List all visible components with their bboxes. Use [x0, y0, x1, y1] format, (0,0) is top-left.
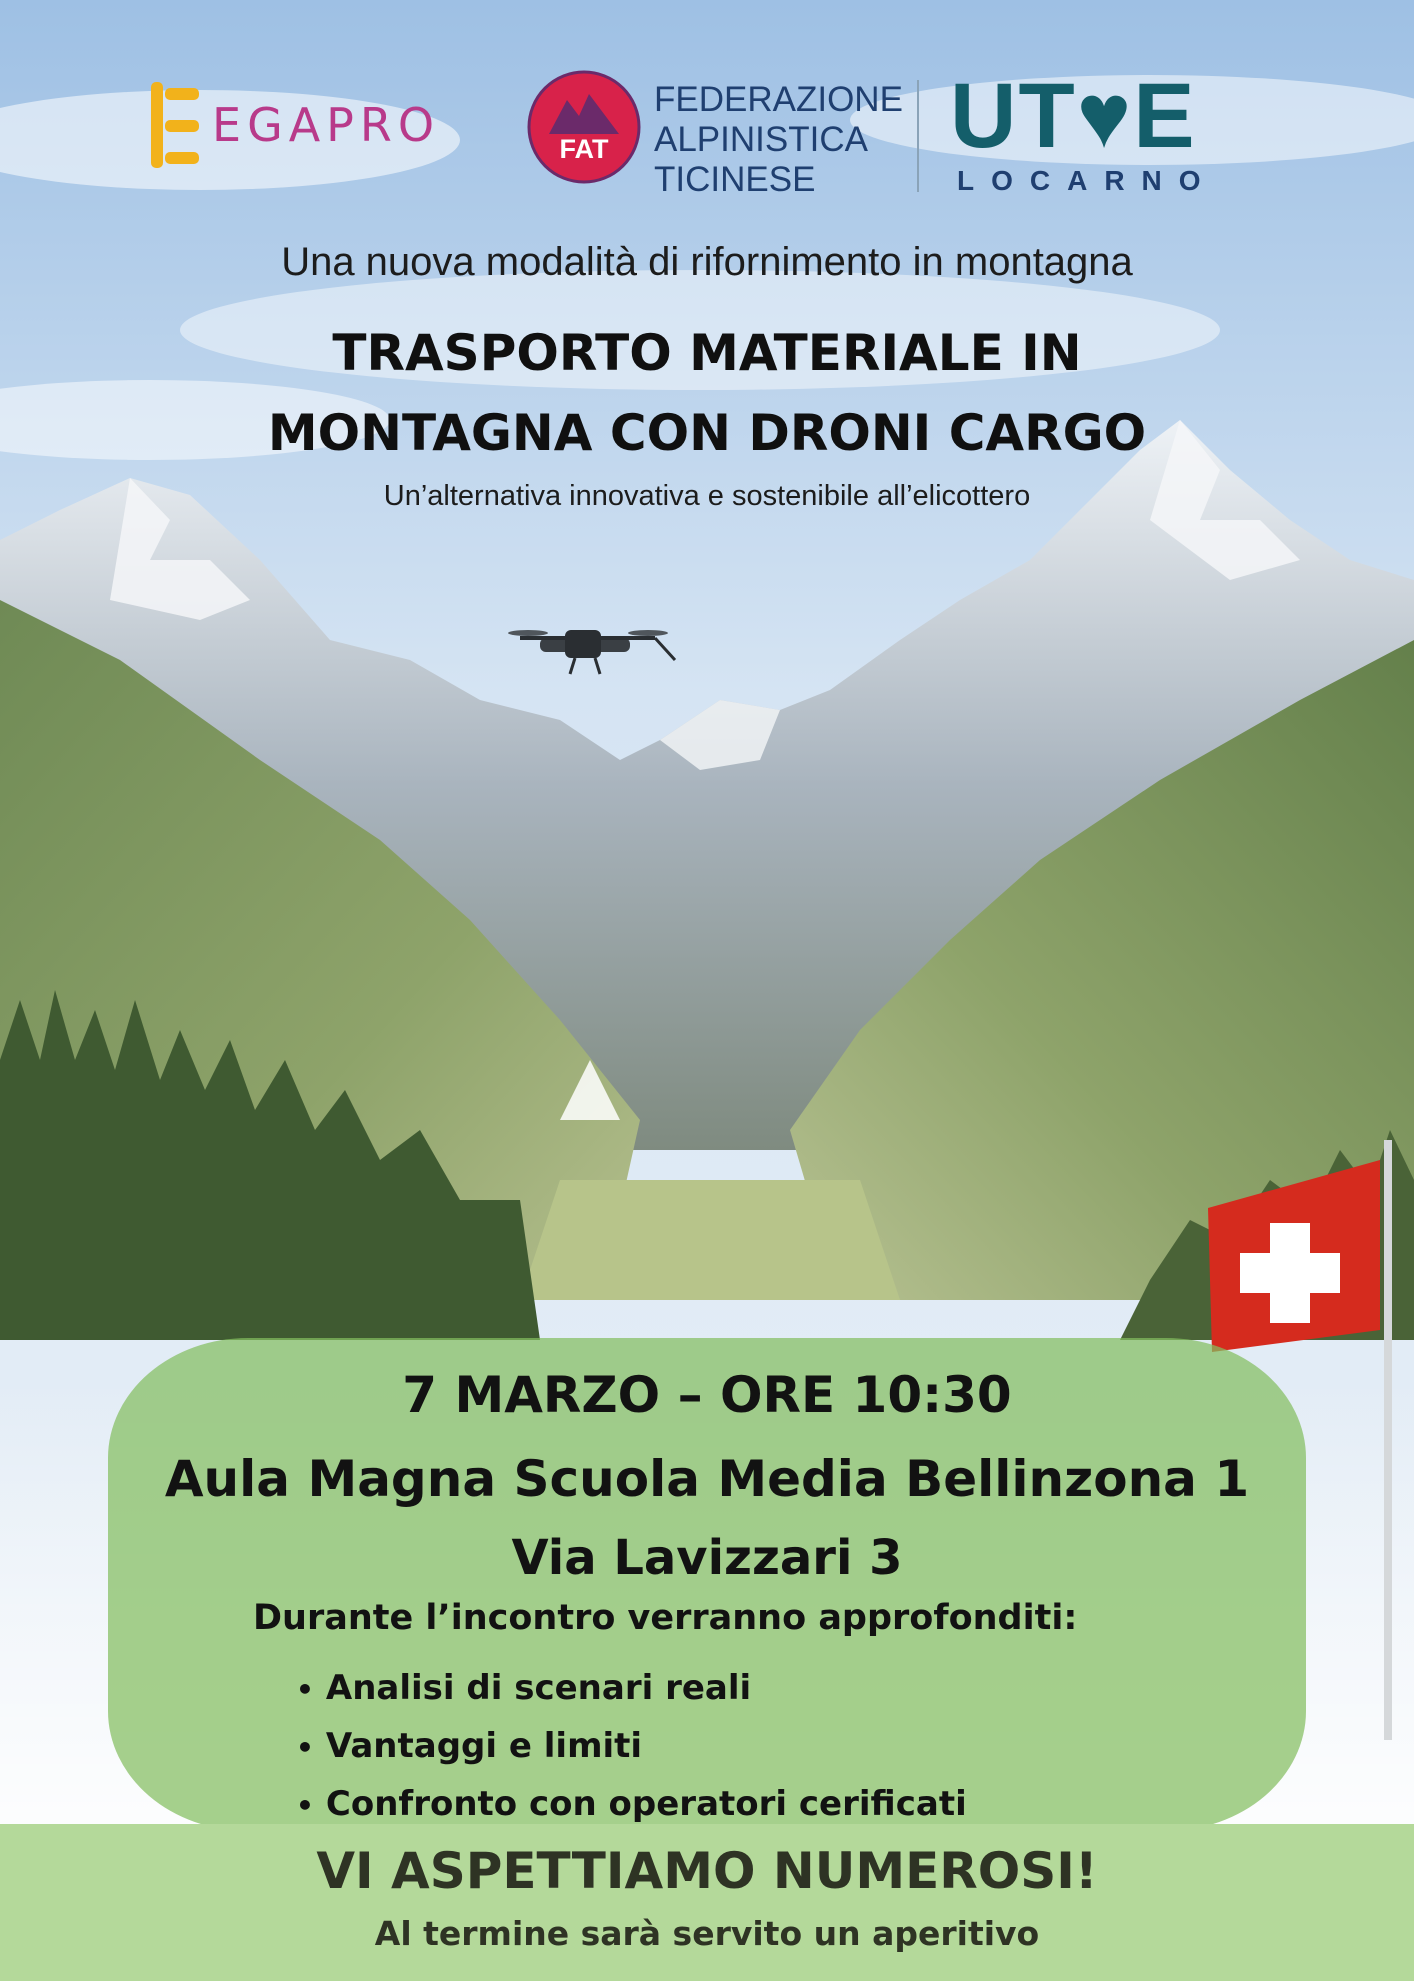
title-line-2: MONTAGNA CON DRONI CARGO	[267, 404, 1147, 462]
fat-badge-label: FAT	[559, 134, 609, 164]
topics-list	[296, 1660, 967, 1834]
list-item	[296, 1660, 967, 1718]
ute-locarno-label: LOCARNO	[957, 165, 1218, 196]
partner-logos	[0, 60, 1414, 210]
poster-subtitle: Un’alternativa innovativa e sostenibile all’elicottero	[383, 480, 1031, 512]
event-date-time: 7 MARZO – ORE 10:30	[402, 1366, 1012, 1424]
list-item	[296, 1718, 967, 1776]
topic-text: Vantaggi e limiti	[325, 1726, 643, 1766]
egapro-wordmark: EGAPRO	[212, 98, 441, 152]
poster-title	[0, 313, 1414, 473]
title-line-1: TRASPORTO MATERIALE IN	[332, 324, 1082, 382]
poster-tagline: Una nuova modalità di rifornimento in montagna	[281, 240, 1133, 284]
fat-federation-name	[654, 80, 903, 200]
fat-badge-icon	[527, 70, 641, 184]
fat-name-line: FEDERAZIONE	[654, 80, 903, 119]
topic-text: Analisi di scenari reali	[325, 1668, 752, 1708]
bullet-icon: •	[296, 1731, 314, 1764]
bullet-icon: •	[296, 1673, 314, 1706]
event-address: Via Lavizzari 3	[511, 1530, 903, 1586]
fat-name-line: TICINESE	[654, 160, 816, 199]
event-venue: Aula Magna Scuola Media Bellinzona 1	[164, 1450, 1250, 1508]
topic-text: Confronto con operatori cerificati	[325, 1784, 967, 1824]
footer-call-to-action: VI ASPETTIAMO NUMEROSI!	[316, 1842, 1098, 1900]
egapro-logo-icon	[145, 82, 205, 182]
bullet-icon: •	[296, 1789, 314, 1822]
topics-intro: Durante l’incontro verranno approfonditi:	[253, 1598, 1078, 1638]
fat-name-line: ALPINISTICA	[654, 120, 868, 159]
logo-divider	[917, 80, 919, 192]
footer-aperitivo-note: Al termine sarà servito un aperitivo	[374, 1914, 1040, 1953]
ute-wordmark: UT♥E	[950, 65, 1197, 167]
